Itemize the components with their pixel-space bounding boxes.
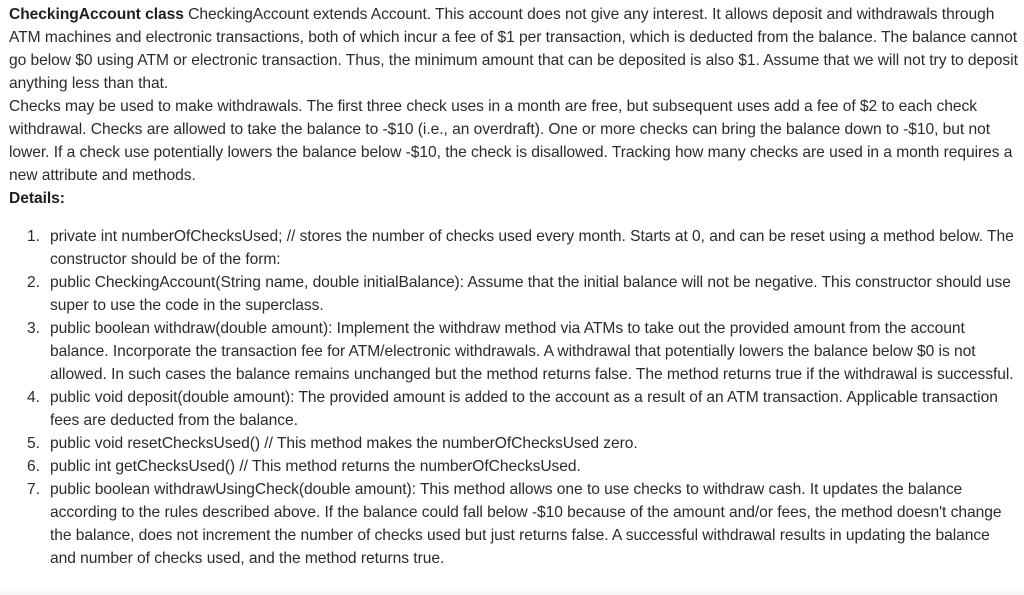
- details-list: [9, 225, 1019, 570]
- list-item-text: public void deposit(double amount): The provided amount is added to the account as a result of an ATM transaction. Applicable transaction fees are deducted from the balance.: [50, 389, 998, 429]
- list-item-text: public boolean withdraw(double amount): Implement the withdraw method via ATMs to take out the provided amount from the account balance. Incorporate the transaction fee for ATM/electronic withdrawals. A withdrawal that potentially lowers the balance below $0 is not allowed. In such cases the balance remains unchanged but the method returns false. The method returns true if the withdrawal is successful.: [50, 320, 1014, 383]
- list-item-text: public CheckingAccount(String name, double initialBalance): Assume that the initial balance will not be negative. This constructor should use super to use the code in the superclass.: [50, 274, 1011, 314]
- list-item: [9, 386, 1019, 432]
- class-title: CheckingAccount class: [9, 6, 184, 23]
- list-item: [9, 317, 1019, 386]
- list-item-number: 2.: [27, 274, 40, 291]
- document-body: [9, 3, 1019, 570]
- list-item: [9, 432, 1019, 455]
- list-item-text: public boolean withdrawUsingCheck(double amount): This method allows one to use checks to withdraw cash. It updates the balance according to the rules described above. If the balance could fall below -$10 because of the amount and/or fees, the method doesn't change the balance, does not increment the number of checks used but just returns false. A successful withdrawal results in updating the balance and number of checks used, and the method returns true.: [50, 481, 1002, 567]
- intro-text: CheckingAccount extends Account. This account does not give any interest. It allows deposit and withdrawals through ATM machines and electronic transactions, both of which incur a fee of $1 per transaction, which is deducted from the balance. The balance cannot go below $0 using ATM or electronic transaction. Thus, the minimum amount that can be deposited is also $1. Assume that we will not try to deposit anything less than that.: [9, 6, 1018, 92]
- list-item: [9, 478, 1019, 570]
- list-item-number: 6.: [27, 458, 40, 475]
- list-item-number: 7.: [27, 481, 40, 498]
- intro-paragraph: [9, 3, 1019, 95]
- list-item: [9, 455, 1019, 478]
- list-item: [9, 271, 1019, 317]
- list-item-text: public int getChecksUsed() // This method returns the numberOfChecksUsed.: [50, 458, 581, 475]
- list-item-text: private int numberOfChecksUsed; // stores the number of checks used every month. Starts at 0, and can be reset using a method below. The constructor should be of the form:: [50, 228, 1014, 268]
- list-item-number: 3.: [27, 320, 40, 337]
- details-label: Details:: [9, 190, 65, 207]
- list-item-number: 4.: [27, 389, 40, 406]
- list-item-number: 1.: [27, 228, 40, 245]
- bottom-edge: [0, 589, 1024, 595]
- list-item-number: 5.: [27, 435, 40, 452]
- list-item: [9, 225, 1019, 271]
- list-item-text: public void resetChecksUsed() // This method makes the numberOfChecksUsed zero.: [50, 435, 638, 452]
- checks-paragraph: Checks may be used to make withdrawals. The first three check uses in a month are free, but subsequent uses add a fee of $2 to each check withdrawal. Checks are allowed to take the balance to -$10 (i.e., an overdraft). One or more checks can bring the balance down to -$10, but not lower. If a check use potentially lowers the balance below -$10, the check is disallowed. Tracking how many checks are used in a month requires a new attribute and methods.: [9, 98, 1013, 184]
